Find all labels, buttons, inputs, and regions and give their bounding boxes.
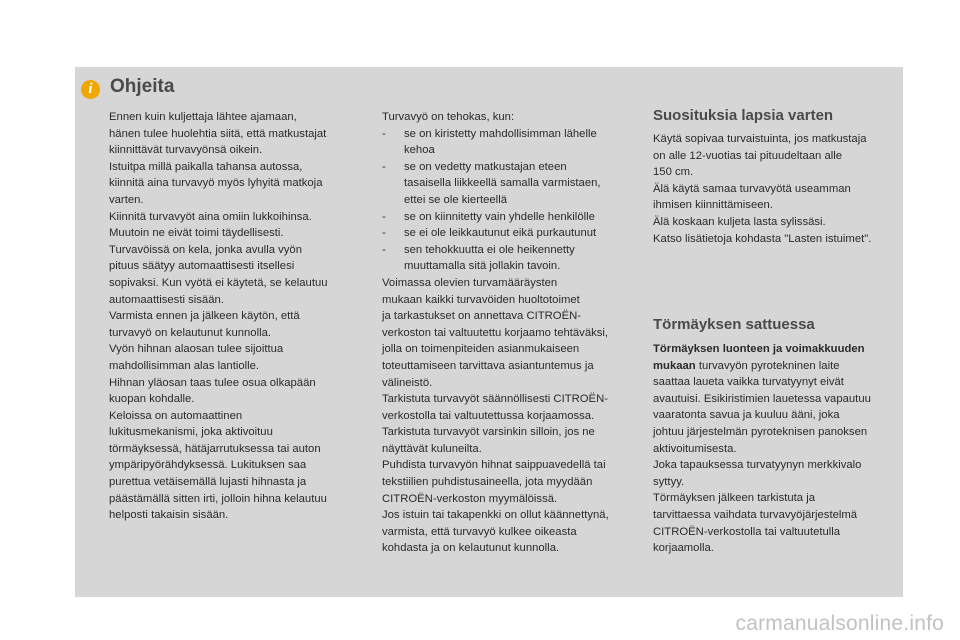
text-line: kehoa: [404, 144, 435, 157]
main-section-title: Ohjeita: [110, 76, 175, 97]
text-line: Muutoin ne eivät toimi täydellisesti.: [109, 227, 284, 240]
text-line: ihmisen kiinnittämiseen.: [653, 199, 773, 212]
text-line: se ei ole leikkautunut eikä purkautunut: [404, 227, 597, 240]
list-item-text: [404, 209, 637, 226]
text-line: Keloissa on automaattinen: [109, 409, 243, 422]
text-line: sopivaksi. Kun vyötä ei käytetä, se kelautuu: [109, 276, 328, 289]
list-item-text: [404, 242, 637, 275]
text-line: verkoston tai valtuutettu korjaamo tehtäväksi,: [382, 326, 609, 339]
children-section-title: Suosituksia lapsia varten: [653, 107, 834, 124]
text-line: on alle 12-vuotias tai pituudeltaan alle: [653, 149, 843, 162]
text-line: Käytä sopivaa turvaistuinta, jos matkustaja: [653, 133, 867, 145]
text-line: CITROËN-verkostolla tai valtuutetulla: [653, 525, 841, 538]
text-line: vaaratonta savua ja kuuluu ääni, joka: [653, 409, 840, 422]
text-line: helposti takaisin sisään.: [109, 509, 229, 522]
text-line: kiinnittävät turvavyönsä oikein.: [109, 144, 263, 157]
text-line: Törmäyksen jälkeen tarkistuta ja: [653, 492, 815, 505]
list-dash: -: [382, 243, 386, 256]
text-line: toteuttamiseen tarvittava asiantuntemus ja: [382, 359, 594, 372]
text-line: kohdasta ja on kelautunut kunnolla.: [382, 542, 560, 555]
text-line: Älä koskaan kuljeta lasta sylissäsi.: [653, 215, 826, 228]
text-line: Turvavöissä on kela, jonka avulla vyön: [109, 243, 302, 256]
text-line: Voimassa olevien turvamääräysten: [382, 276, 558, 289]
list-dash: -: [382, 210, 386, 223]
text-line: verkostolla tai valtuutettussa korjaamossa.: [382, 409, 595, 422]
text-line: Joka tapauksessa turvatyynyn merkkivalo: [653, 459, 862, 472]
list-item: [382, 225, 637, 242]
text-line: avautuisi. Esikiristimien lauetessa vapautuu: [653, 392, 871, 405]
collision-section-text: [653, 341, 903, 557]
text-line: välineistö.: [382, 376, 433, 389]
text-line: ympäripyörähdyksessä. Lukituksen saa: [109, 459, 307, 472]
text-line: korjaamolla.: [653, 542, 714, 555]
text-line: syttyy.: [653, 475, 685, 488]
text-line: Vyön hihnan alaosan tulee sijoittua: [109, 343, 284, 356]
list-item-text: [404, 225, 637, 242]
text-line: CITROËN-verkoston myymälöissä.: [382, 492, 558, 505]
collision-section-title: Törmäyksen sattuessa: [653, 316, 815, 333]
text-line: Älä käytä samaa turvavyötä useamman: [653, 182, 851, 195]
text-line: mahdollisimman alas lantiolle.: [109, 359, 260, 372]
text-line: päästämällä sitten irti, jolloin hihna kelautuu: [109, 492, 327, 505]
text-line: tasaisella liikkeellä samalla varmistaen,: [404, 177, 601, 190]
text-line: turvavyö on kelautunut kunnolla.: [109, 326, 272, 339]
list-item: [382, 126, 637, 159]
list-dash: -: [382, 127, 386, 140]
bold-lead-word: mukaan: [653, 359, 696, 372]
text-line: Varmista ennen ja jälkeen käytön, että: [109, 310, 300, 323]
text-line: [653, 358, 903, 375]
text-line: 150 cm.: [653, 166, 694, 179]
text-line: Istuitpa millä paikalla tahansa autossa,: [109, 160, 303, 173]
text-line: muuttamalla sitä jollakin tavoin.: [404, 260, 561, 273]
text-line: aktivoitumisesta.: [653, 442, 737, 455]
list-intro: Turvavyö on tehokas, kun:: [382, 111, 515, 123]
text-line: törmäyksessä, hätäjarrutuksessa tai auton: [109, 442, 321, 455]
main-col1-text: [109, 109, 359, 524]
list-item: [382, 242, 637, 275]
text-line: se on vedetty matkustajan eteen: [404, 160, 567, 173]
text-line: Hihnan yläosan taas tulee osua olkapään: [109, 376, 316, 389]
text-line: pituus säätyy automaattisesti itsellesi: [109, 260, 295, 273]
list-dash: -: [382, 160, 386, 173]
text-line: Katso lisätietoja kohdasta "Lasten istuimet".: [653, 232, 872, 245]
text-line: tarvittaessa vaihdata turvavyöjärjestelmä: [653, 508, 858, 521]
text-line: Tarkistuta turvavyöt varsinkin silloin, jos ne: [382, 426, 595, 439]
list-item-text: [404, 126, 637, 159]
watermark: carmanualsonline.info: [735, 612, 944, 635]
info-icon: i: [81, 80, 100, 99]
text-line: hänen tulee huolehtia siitä, että matkustajat: [109, 127, 327, 140]
text-line: varmista, että turvavyö kulkee oikeasta: [382, 525, 577, 538]
text-line: mukaan kaikki turvavöiden huoltotoimet: [382, 293, 580, 306]
text-line: kiinnitä aina turvavyö myös lyhyitä matkoja: [109, 177, 323, 190]
text-line: se on kiristetty mahdollisimman lähelle: [404, 127, 597, 140]
text-line: ja tarkastukset on annettava CITROËN-: [382, 310, 582, 323]
text-line: Jos istuin tai takapenkki on ollut käännettynä,: [382, 509, 609, 522]
list-item: [382, 159, 637, 209]
list-dash: -: [382, 227, 386, 240]
text-line: purettua vetäisemällä lujasti hihnasta ja: [109, 476, 307, 489]
text-line: Ennen kuin kuljettaja lähtee ajamaan,: [109, 111, 297, 123]
text-line: automaattisesti sisään.: [109, 293, 224, 306]
bold-lead-line: Törmäyksen luonteen ja voimakkuuden: [653, 343, 865, 355]
text-continuation: turvavyön pyrotekninen laite: [695, 359, 840, 372]
list-item: [382, 209, 637, 226]
text-line: sen tehokkuutta ei ole heikennetty: [404, 243, 575, 256]
list-item-text: [404, 159, 637, 209]
text-line: saattaa laueta vaikka turvatyynyt eivät: [653, 376, 844, 389]
text-line: ettei se ole kierteellä: [404, 193, 507, 206]
text-line: kuopan kohdalle.: [109, 393, 195, 406]
text-line: jolla on toimenpiteiden asianmukaiseen: [382, 343, 580, 356]
text-line: Tarkistuta turvavyöt säännöllisesti CITROËN-: [382, 393, 609, 406]
text-line: lukitusmekanismi, joka aktivoituu: [109, 426, 273, 439]
main-col2-text: [382, 109, 637, 557]
text-line: tekstiilien puhdistusaineella, jota myydään: [382, 476, 593, 489]
text-line: se on kiinnitetty vain yhdelle henkilölle: [404, 210, 595, 223]
children-section-text: [653, 131, 903, 247]
text-line: johtuu järjestelmän pyroteknisen panoksen: [653, 425, 868, 438]
text-line: varten.: [109, 193, 144, 206]
text-line: Puhdista turvavyön hihnat saippuavedellä tai: [382, 459, 606, 472]
text-line: näyttävät kuluneilta.: [382, 442, 482, 455]
text-line: Kiinnitä turvavyöt aina omiin lukkoihinsa.: [109, 210, 312, 223]
